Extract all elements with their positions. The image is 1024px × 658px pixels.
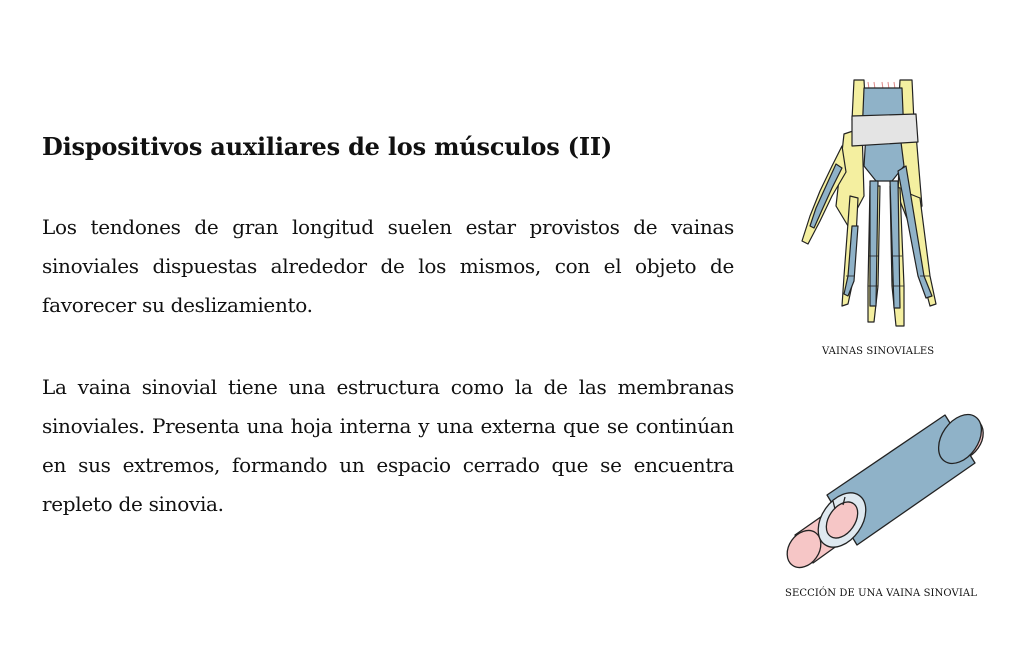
figure-caption-hand: VAINAS SINOVIALES (822, 346, 935, 357)
slide-title: Dispositivos auxiliares de los músculos (II) (42, 132, 613, 161)
figure-caption-sheath: SECCIÓN DE UNA VAINA SINOVIAL (785, 588, 977, 599)
paragraph-tendon-sheaths: Los tendones de gran longitud suelen estar provistos de vainas sinoviales dispuestas alrededor de los mismos, con el objeto de favorecer su deslizamiento. (42, 215, 734, 317)
hand-synovial-sheaths-illustration (792, 76, 957, 338)
synovial-sheath-section-illustration (775, 405, 990, 577)
paragraph-sheath-structure: La vaina sinovial tiene una estructura como la de las membranas sinoviales. Presenta una hoja interna y una externa que se continúan en sus extremos, formando un espacio cerrado que se encuentra repleto de sinovia. (42, 375, 734, 516)
